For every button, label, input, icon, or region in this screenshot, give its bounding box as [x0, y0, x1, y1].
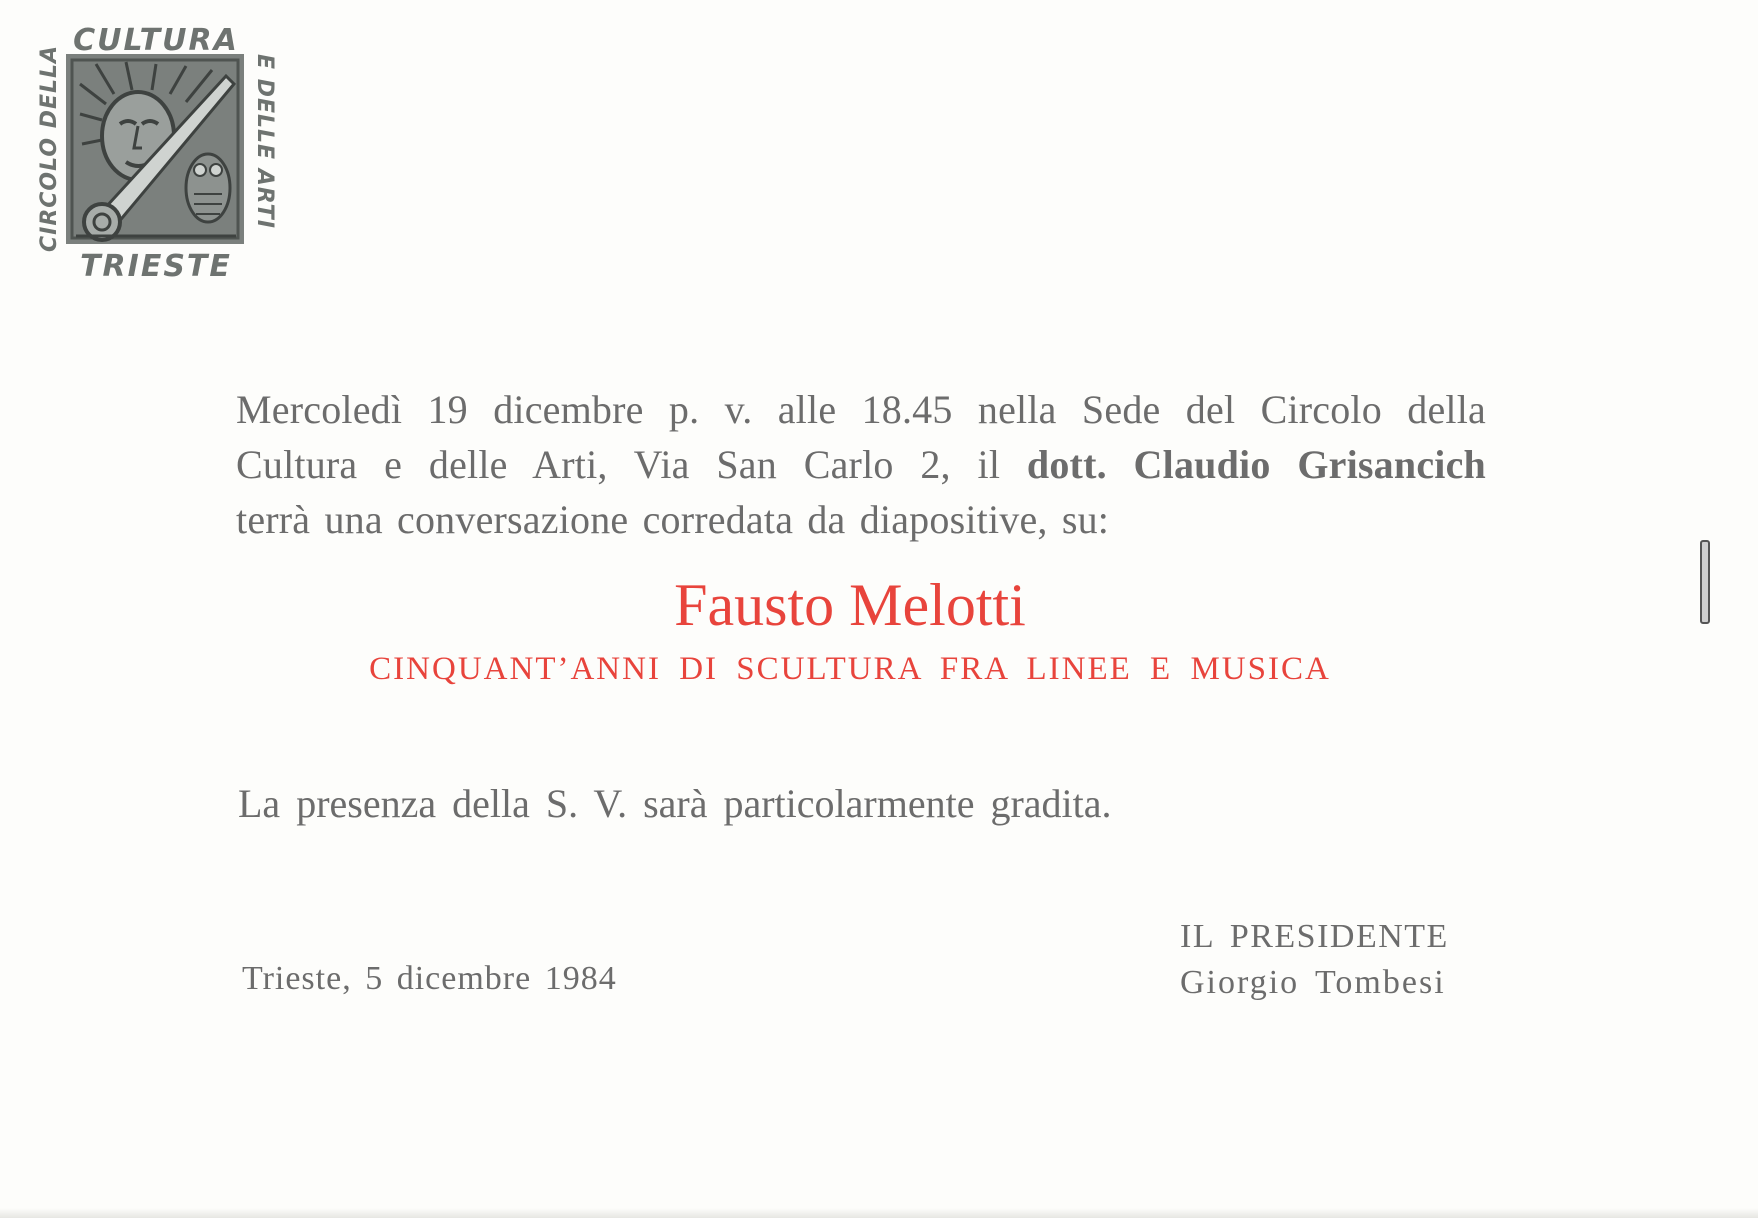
- staple: [1700, 540, 1710, 624]
- place-and-date: Trieste, 5 dicembre 1984: [242, 960, 617, 997]
- invitation-paragraph: [236, 382, 1486, 547]
- circolo-cultura-logo: [36, 24, 280, 286]
- closing-sentence: La presenza della S. V. sarà particolarmente gradita.: [238, 781, 1112, 826]
- lecture-subtitle: CINQUANT’ANNI DI SCULTURA FRA LINEE E MUSICA: [369, 651, 1331, 687]
- signature-title: IL PRESIDENTE: [1180, 918, 1449, 955]
- logo-text-top: CULTURA: [73, 24, 239, 58]
- invitation-line-2-text: Cultura e delle Arti, Via San Carlo 2, il: [236, 442, 1027, 487]
- speaker-name: dott. Claudio Grisancich: [1026, 442, 1486, 487]
- card-bottom-edge: [0, 1208, 1758, 1218]
- invitation-line-3: terrà una conversazione corredata da diapositive, su:: [236, 497, 1110, 542]
- lecture-title: Fausto Melotti: [674, 572, 1026, 638]
- invitation-line-2: [236, 437, 1486, 492]
- logo-text-left: CIRCOLO DELLA: [37, 44, 62, 252]
- signature-block: [1180, 914, 1449, 1006]
- invitation-line-1: Mercoledì 19 dicembre p. v. alle 18.45 nella Sede del Circolo della: [236, 387, 1486, 432]
- logo-text-bottom: TRIESTE: [80, 249, 232, 284]
- signature-name: Giorgio Tombesi: [1180, 964, 1446, 1001]
- logo-text-right: E DELLE ARTI: [252, 54, 277, 229]
